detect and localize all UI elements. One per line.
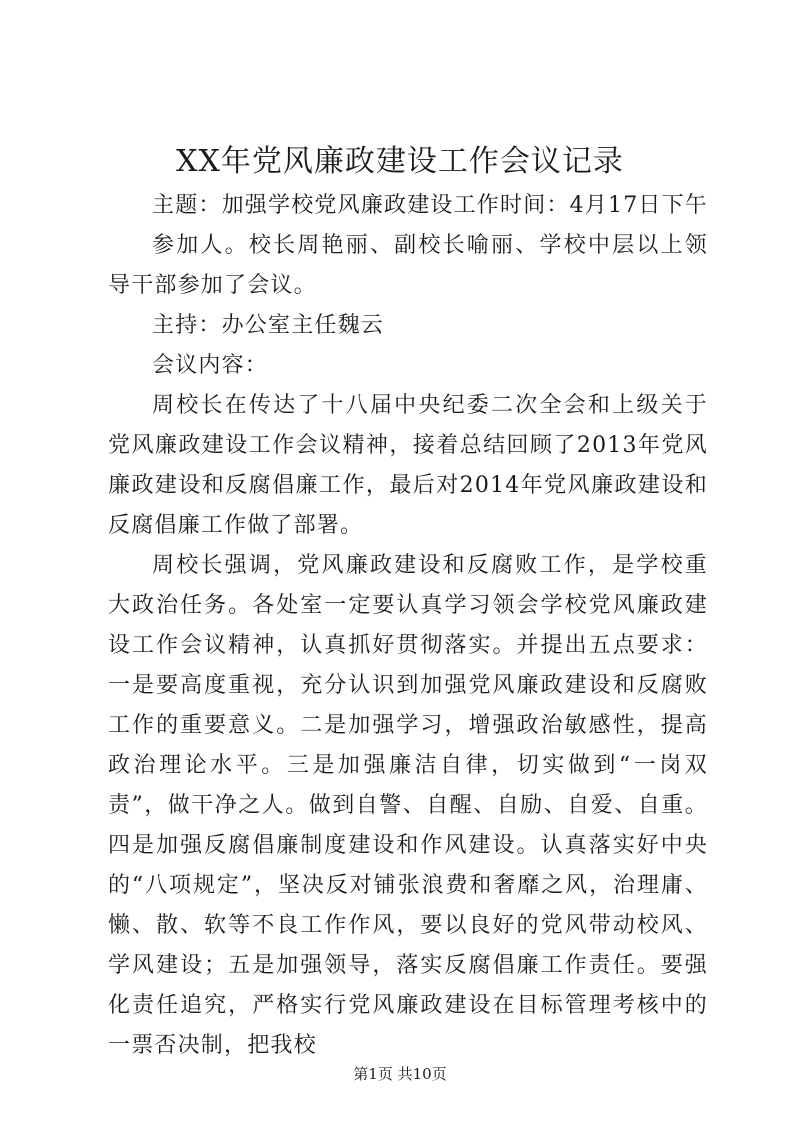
page-footer: 第1页 共10页 bbox=[353, 1065, 447, 1083]
paragraph-attendees: 参加人。校长周艳丽、副校长喻丽、学校中层以上领导干部参加了会议。 bbox=[108, 233, 708, 298]
document-title: XX年党风廉政建设工作会议记录 bbox=[176, 144, 624, 179]
paragraph-summary: 周校长在传达了十八届中央纪委二次全会和上级关于党风廉政建设工作会议精神，接着总结回顾了2013年党风廉政建设和反腐倡廉工作，最后对2014年党风廉政建设和反腐倡廉工作做了部署。 bbox=[108, 393, 708, 538]
document-body bbox=[108, 186, 708, 1066]
paragraph-topic: 主题：加强学校党风廉政建设工作时间：4月17日下午 bbox=[152, 193, 708, 218]
paragraph-requirements: 周校长强调，党风廉政建设和反腐败工作，是学校重大政治任务。各处室一定要认真学习领会学校党风廉政建设工作会议精神，认真抓好贯彻落实。并提出五点要求：一是要高度重视，充分认识到加强党风廉政建设和反腐败工作的重要意义。二是加强学习，增强政治敏感性，提高政治理论水平。三是加强廉洁自律，切实做到“一岗双责”，做干净之人。做到自警、自醒、自励、自爱、自重。四是加强反腐倡廉制度建设和作风建设。认真落实好中央的“八项规定”，坚决反对铺张浪费和奢靡之风，治理庸、懒、散、软等不良工作作风，要以良好的党风带动校风、学风建设；五是加强领导，落实反腐倡廉工作责任。要强化责任追究，严格实行党风廉政建设在目标管理考核中的一票否决制，把我校 bbox=[108, 553, 708, 1058]
paragraph-host: 主持：办公室主任魏云 bbox=[152, 313, 385, 338]
paragraph-content-heading: 会议内容： bbox=[152, 353, 269, 378]
